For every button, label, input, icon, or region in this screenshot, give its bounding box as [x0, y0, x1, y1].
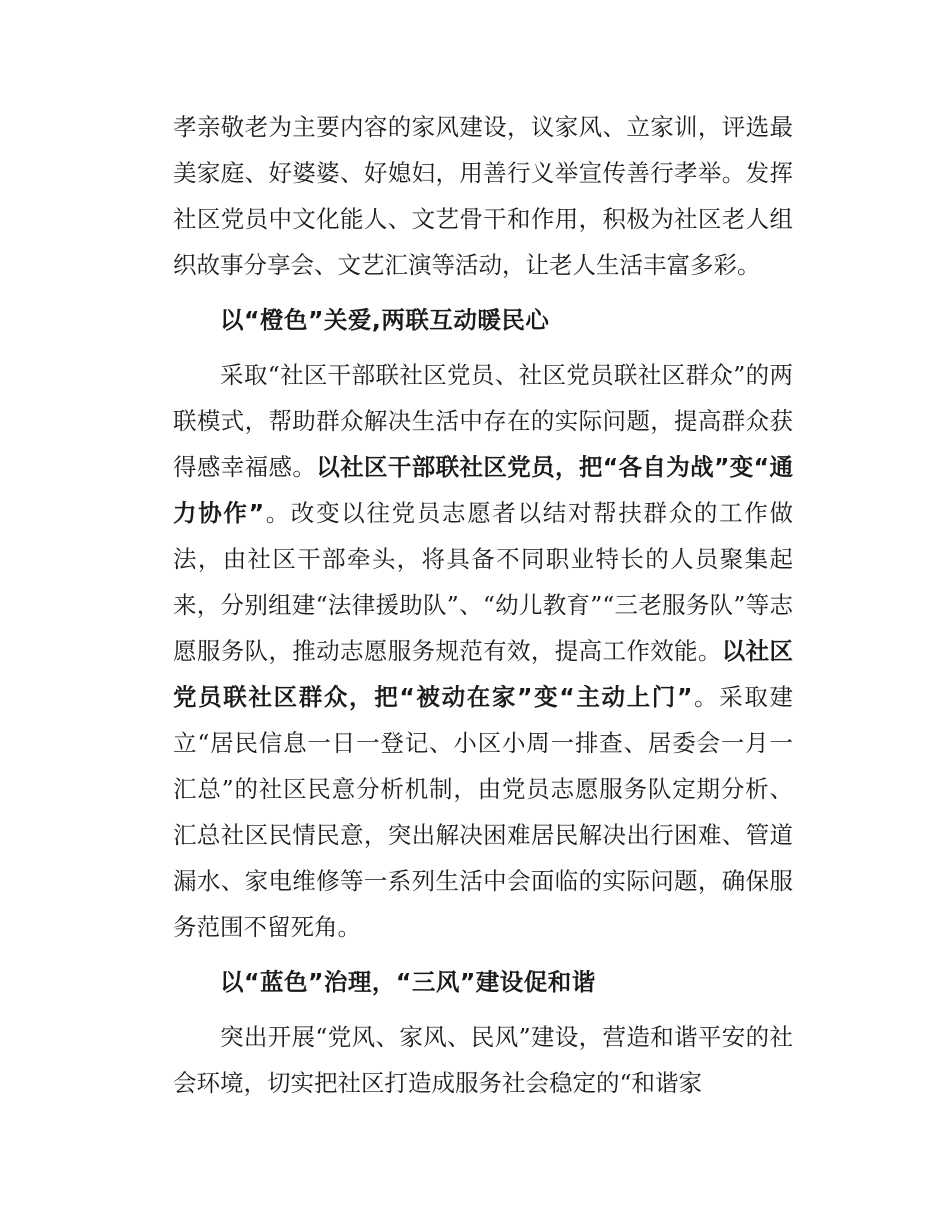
section-heading-blue-governance: 以“蓝色”治理，“三风”建设促和谐	[220, 968, 596, 996]
document-page	[173, 104, 793, 1106]
paragraph-text: 采取“社区干部联社区党员、社区党员联社区群众”的两联模式，帮助群众解决生活中存在的实际问题，提高群众获得感幸福感。	[173, 361, 793, 481]
section-heading-orange-care: 以“橙色”关爱,两联互动暖民心	[220, 306, 550, 334]
paragraph-text: 。改变以往党员志愿者以结对帮扶群众的工作做法，由社区干部牵头，将具备不同职业特长的人员聚集起来，分别组建“法律援助队”、“幼儿教育”“三老服务队”等志愿服务队，推动志愿服务规范有效，提高工作效能。	[173, 499, 793, 665]
paragraph-text: 。采取建立“居民信息一日一登记、小区小周一排查、居委会一月一汇总”的社区民意分析机制，由党员志愿服务队定期分析、汇总社区民情民意，突出解决困难居民解决出行困难、管道漏水、家电维修等一系列生活中会面临的实际问题，确保服务范围不留死角。	[173, 683, 794, 941]
bold-lead-members: 以社区党员联社区群众，把“被动在家”变“主动上门”	[173, 637, 794, 711]
paragraph-family-values: 孝亲敬老为主要内容的家风建设，议家风、立家训，评选最美家庭、好婆婆、好媳妇，用善行义举宣传善行孝举。发挥社区党员中文化能人、文艺骨干和作用，积极为社区老人组织故事分享会、文艺汇演等活动，让老人生活丰富多彩。	[173, 113, 793, 279]
bold-lead-cadres: 以社区干部联社区党员，把“各自为战”变“通力协作”	[173, 453, 793, 527]
paragraph-two-links	[173, 352, 793, 950]
paragraph-three-styles: 突出开展“党风、家风、民风”建设，营造和谐平安的社会环境，切实把社区打造成服务社会稳定的“和谐家	[173, 1023, 793, 1097]
